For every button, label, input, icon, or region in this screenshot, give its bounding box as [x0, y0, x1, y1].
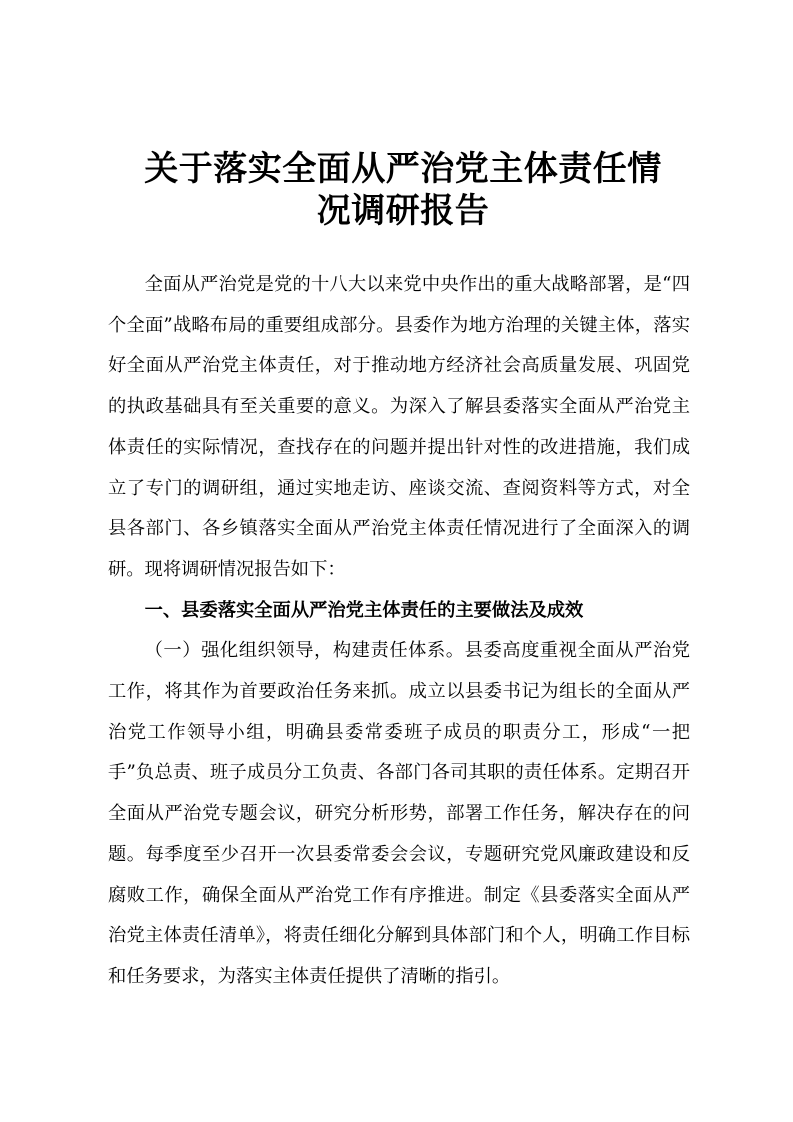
section-1-paragraph-1: （一）强化组织领导，构建责任体系。县委高度重视全面从严治党工作，将其作为首要政治任务来抓。成立以县委书记为组长的全面从严治党工作领导小组，明确县委常委班子成员的职责分工，形成“一把手”负总责、班子成员分工负责、各部门各司其职的责任体系。定期召开全面从严治党专题会议，研究分析形势，部署工作任务，解决存在的问题。每季度至少召开一次县委常委会会议，专题研究党风廉政建设和反腐败工作，确保全面从严治党工作有序推进。制定《县委落实全面从严治党主体责任清单》，将责任细化分解到具体部门和个人，明确工作目标和任务要求，为落实主体责任提供了清晰的指引。 [108, 640, 690, 987]
section-heading-1: 一、县委落实全面从严治党主体责任的主要做法及成效 [144, 599, 584, 621]
document-body [108, 265, 690, 998]
document-title [108, 148, 698, 232]
title-line-1: 关于落实全面从严治党主体责任情 [144, 149, 662, 189]
title-line-2: 况调研报告 [316, 191, 490, 231]
intro-paragraph: 全面从严治党是党的十八大以来党中央作出的重大战略部署，是“四个全面”战略布局的重要组成部分。县委作为地方治理的关键主体，落实好全面从严治党主体责任，对于推动地方经济社会高质量发展、巩固党的执政基础具有至关重要的意义。为深入了解县委落实全面从严治党主体责任的实际情况，查找存在的问题并提出针对性的改进措施，我们成立了专门的调研组，通过实地走访、座谈交流、查阅资料等方式，对全县各部门、各乡镇落实全面从严治党主体责任情况进行了全面深入的调研。现将调研情况报告如下： [108, 274, 690, 580]
